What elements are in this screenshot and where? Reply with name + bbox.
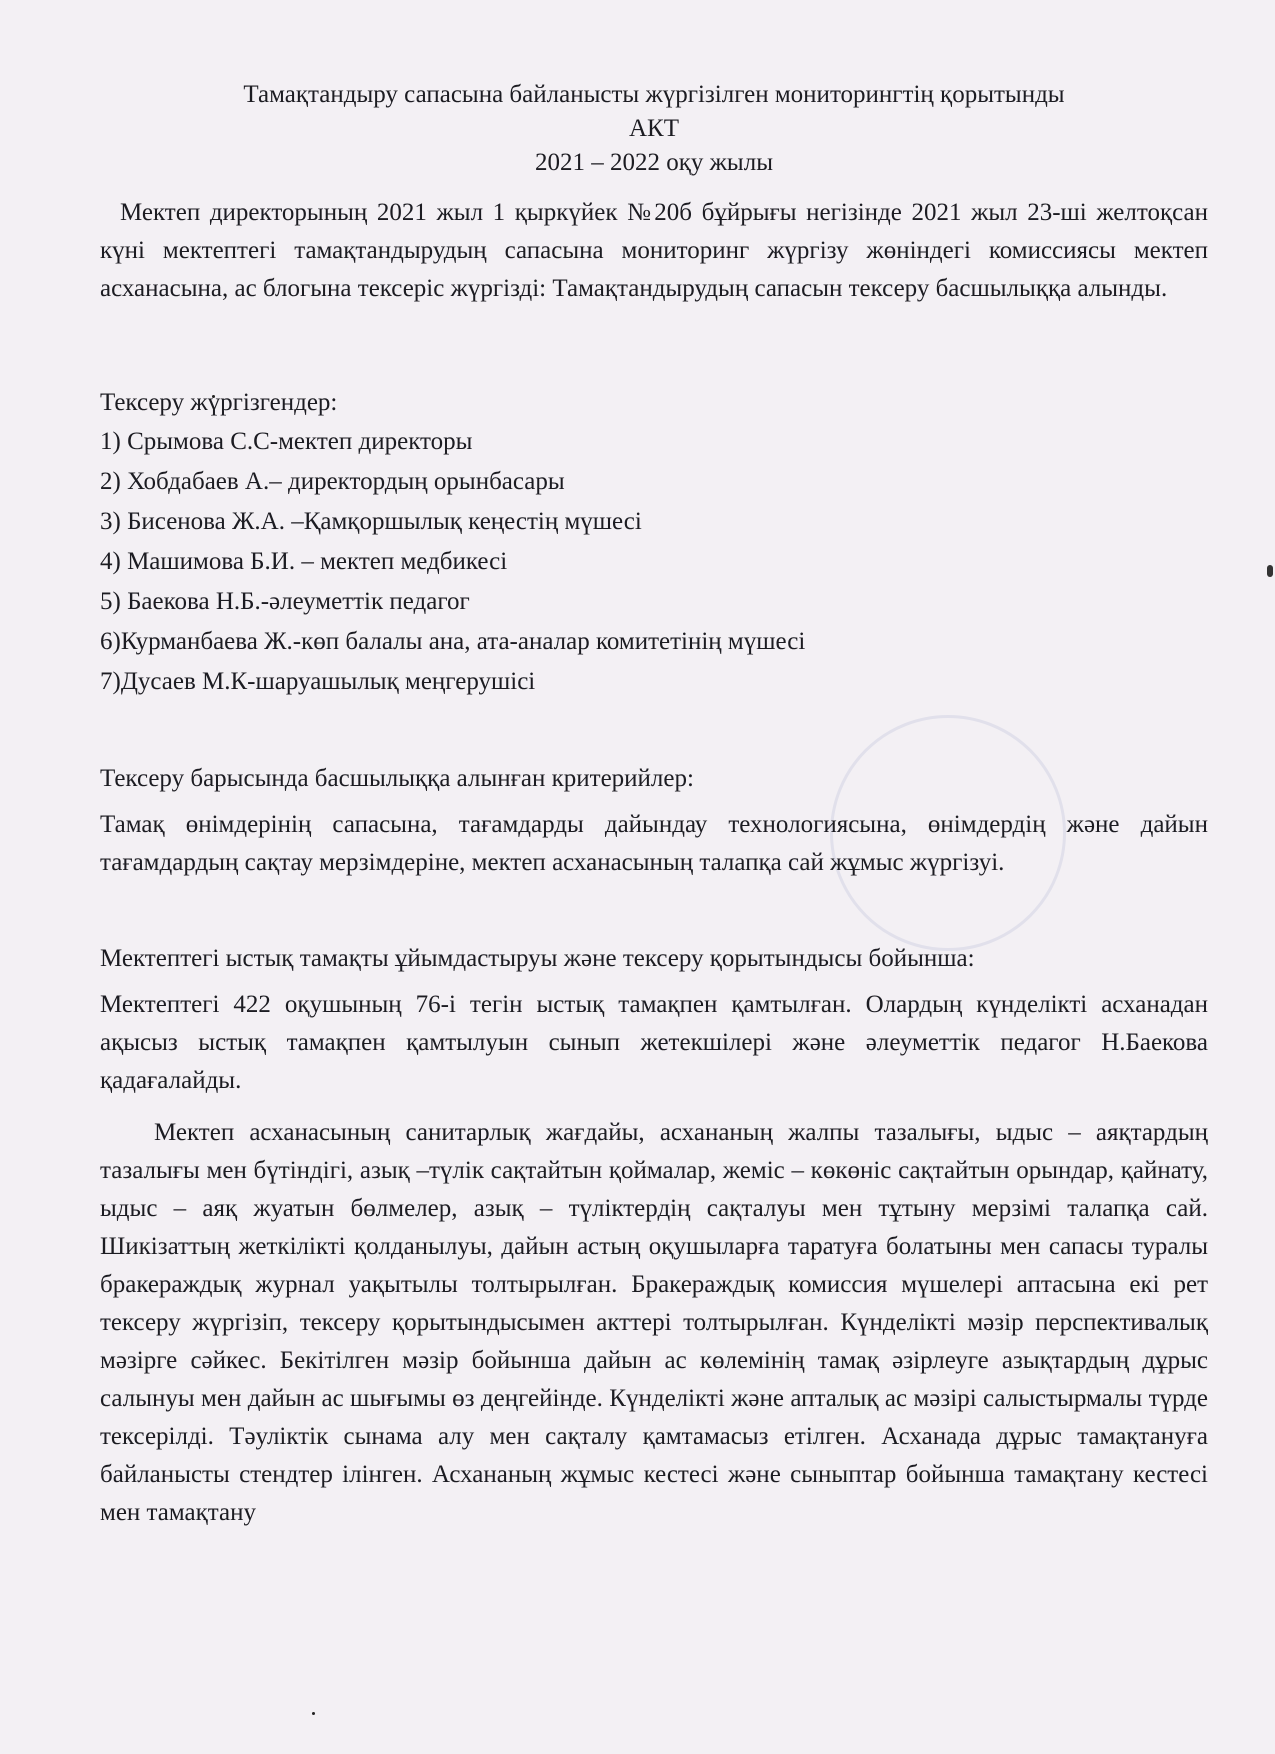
results-heading: Мектептегі ыстық тамақты ұйымдастыруы және тексеру қорытындысы бойынша: xyxy=(100,945,975,972)
list-item: 4) Машимова Б.И. – мектеп медбикесі xyxy=(100,548,508,575)
intro-paragraph: Мектеп директорының 2021 жыл 1 қыркүйек №20б бұйрығы негізінде 2021 жыл 23-ші желтоқсан күні мектептегі тамақтандырудың сапасына мониторинг жүргізу жөніндегі комиссиясы мектеп асханасына, ас блогына тексеріс жүргізді: Тамақтандырудың сапасын тексеру басшылыққа алынды. xyxy=(100,199,1208,302)
sanitary-paragraph: Мектеп асханасының санитарлық жағдайы, асхананың жалпы тазалығы, ыдыс – аяқтардың тазалығы мен бүтіндігі, азық –түлік сақтайтын қоймалар, жеміс – көкөніс сақтайтын орындар, қайнату, ыдыс – аяқ жуатын бөлмелер, азық – түліктердің сақталуы мен тұтыну мерзімі талапқа сай. Шикізаттың жеткілікті қолданылуы, дайын астың оқушыларға таратуға болатыны мен сапасы туралы бракераждық журнал уақытылы толтырылған. Бракераждық комиссия мүшелері аптасына екі рет тексеру жүргізіп, тексеру қорытындысымен акттері толтырылған. Күнделікті мәзір перспективалық мәзірге сәйкес. Бекітілген мәзір бойынша дайын ас көлемінің тамақ әзірлеуге азықтардың дұрыс салынуы мен дайын ас шығымы өз деңгейінде. Күнделікті және апталық ас мәзірі салыстырмалы түрде тексерілді. Тәуліктік сынама алу мен сақталу қамтамасыз етілген. Асханада дұрыс тамақтануға байланысты стендтер ілінген. Асхананың жұмыс кестесі және сыныптар бойынша тамақтану кестесі мен тамақтану xyxy=(100,1119,1208,1526)
criteria-paragraph: Тамақ өнімдерінің сапасына, тағамдарды дайындау технологиясына, өнімдердің және дайын тағамдардың сақтау мерзімдеріне, мектеп асханасының талапқа сай жұмыс жүргізуі. xyxy=(100,811,1208,876)
criteria-heading: Тексеру барысында басшылыққа алынған критерийлер: xyxy=(100,765,694,792)
list-item: 2) Хобдабаев А.– директордың орынбасары xyxy=(100,468,565,495)
scan-speck xyxy=(312,1712,315,1715)
scan-edge-mark xyxy=(1267,565,1273,577)
document-title: Тамақтандыру сапасына байланысты жүргізілген мониторингтің қорытынды xyxy=(243,81,1065,108)
inspectors-list xyxy=(100,422,1208,702)
list-item: 6)Курманбаева Ж.-көп балалы ана, ата-аналар комитетінің мүшесі xyxy=(100,628,806,655)
list-item: 7)Дусаев М.К-шаруашылық меңгерушісі xyxy=(100,668,536,695)
list-item: 1) Срымова С.С-мектеп директоры xyxy=(100,428,473,455)
document-body xyxy=(100,78,1208,1532)
list-item: 3) Бисенова Ж.А. –Қамқоршылық кеңестің мүшесі xyxy=(100,508,642,535)
document-type: АКТ xyxy=(629,115,679,142)
results-paragraph: Мектептегі 422 оқушының 76-і тегін ыстық тамақпен қамтылған. Олардың күнделікті асханадан ақысыз ыстық тамақпен қамтылуын сынып жетекшілері және әлеуметтік педагог Н.Баекова қадағалайды. xyxy=(100,991,1208,1094)
inspectors-heading: Тексеру жүргізгендер: xyxy=(100,389,338,416)
academic-year: 2021 – 2022 оқу жылы xyxy=(535,149,773,176)
list-item: 5) Баекова Н.Б.-әлеуметтік педагог xyxy=(100,588,470,615)
